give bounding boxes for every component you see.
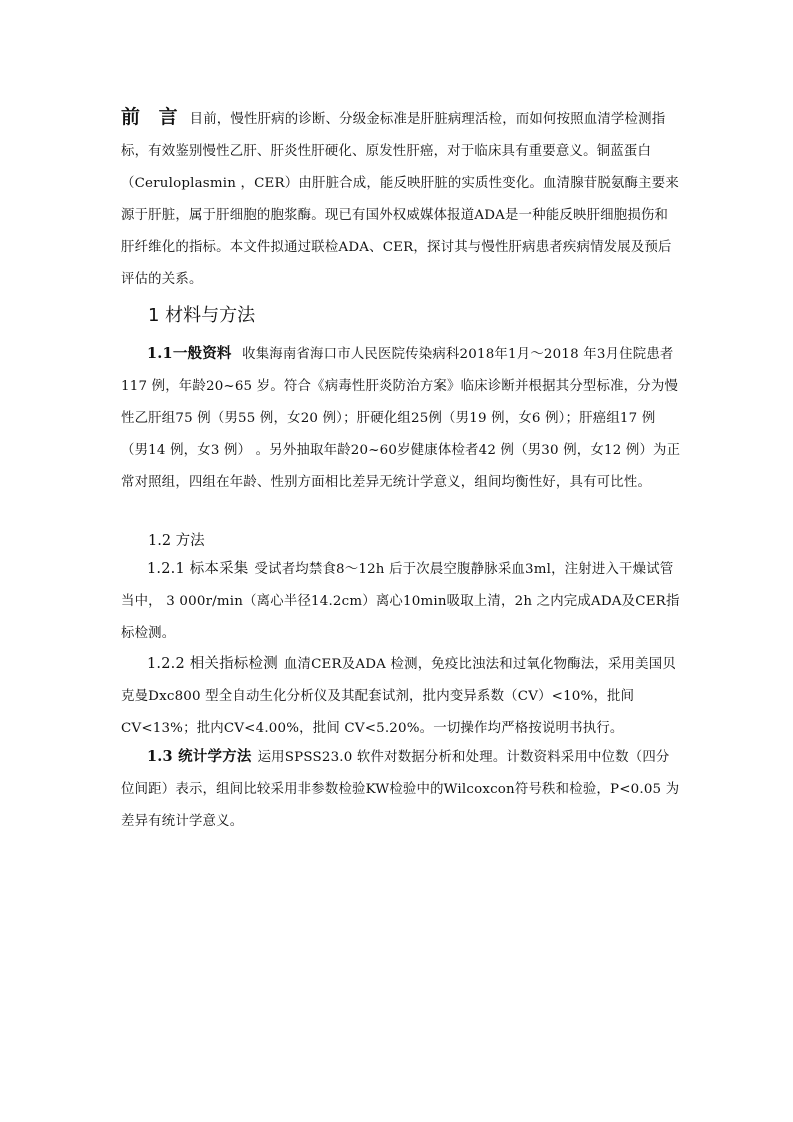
preface-text: 目前，慢性肝病的诊断、分级金标准是肝脏病理活检，而如何按照血清学检测指标，有效鉴别慢性乙肝、肝炎性肝硬化、原发性肝癌，对于临床具有重要意义。铜蓝蛋白（Ceruloplasmin ，CER）由肝脏合成，能反映肝脏的实质性变化。血清腺苷脱氨酶主要来源于肝脏，属于肝细胞的胞浆酶。现已有国外权威媒体报道ADA是一种能反映肝细胞损伤和肝纤维化的指标。本文件拟通过联检ADA、CER，探讨其与慢性肝病患者疾病情发展及预后评估的关系。 — [121, 112, 679, 287]
section-1-1-text: 收集海南省海口市人民医院传染病科2018年1月～2018 年3月住院患者117 例，年龄20~65 岁。符合《病毒性肝炎防治方案》临床诊断并根据其分型标准，分为慢性乙肝组75 例（男55 例，女20 例）；肝硬化组25例（男19 例，女6 例）；肝癌组17 例（男14 例，女3 例） 。另外抽取年龄20~60岁健康体检者42 例（男30 例，女12 例）为正常对照组，四组在年龄、性别方面相比差异无统计学意义，组间均衡性好，具有可比性。 — [121, 347, 681, 490]
section-1-2-1-paragraph — [121, 553, 681, 650]
section-1-3-head: 1.3 统计学方法 — [147, 748, 252, 765]
section-1-2-2-head: 1.2.2 相关指标检测 — [147, 656, 278, 672]
section-1-1-head: 1.1一般资料 — [147, 345, 232, 362]
section-1-2-1-text: 受试者均禁食8～12h 后于次晨空腹静脉采血3ml，注射进入干燥试管当中， 3 000r/min（离心半径14.2cm）离心10min吸取上清，2h 之内完成ADA及CER指标检测。 — [121, 562, 680, 641]
section-1-2-2-text: 血清CER及ADA 检测，免疫比浊法和过氧化物酶法，采用美国贝克曼Dxc800 型全自动生化分析仪及其配套试剂，批内变异系数（CV）<10%，批间 CV<13%；批内CV<4.00%，批间 CV<5.20%。一切操作均严格按说明书执行。 — [121, 657, 676, 736]
section-1-3-text: 运用SPSS23.0 软件对数据分析和处理。计数资料采用中位数（四分位间距）表示，组间比较采用非参数检验KW检验中的Wilcoxcon符号秩和检验，P<0.05 为差异有统计学意义。 — [121, 750, 680, 829]
section-1-2-2-paragraph — [121, 648, 681, 745]
section-1-1-paragraph — [121, 338, 681, 499]
section-1-heading: 1 材料与方法 — [148, 305, 256, 326]
section-1-2-1-head: 1.2.1 标本采集 — [147, 561, 249, 577]
preface-paragraph — [121, 101, 681, 296]
section-1-2-heading: 1.2 方法 — [148, 533, 205, 549]
preface-lead: 前 言 — [121, 106, 184, 128]
section-1-3-paragraph — [121, 741, 681, 838]
